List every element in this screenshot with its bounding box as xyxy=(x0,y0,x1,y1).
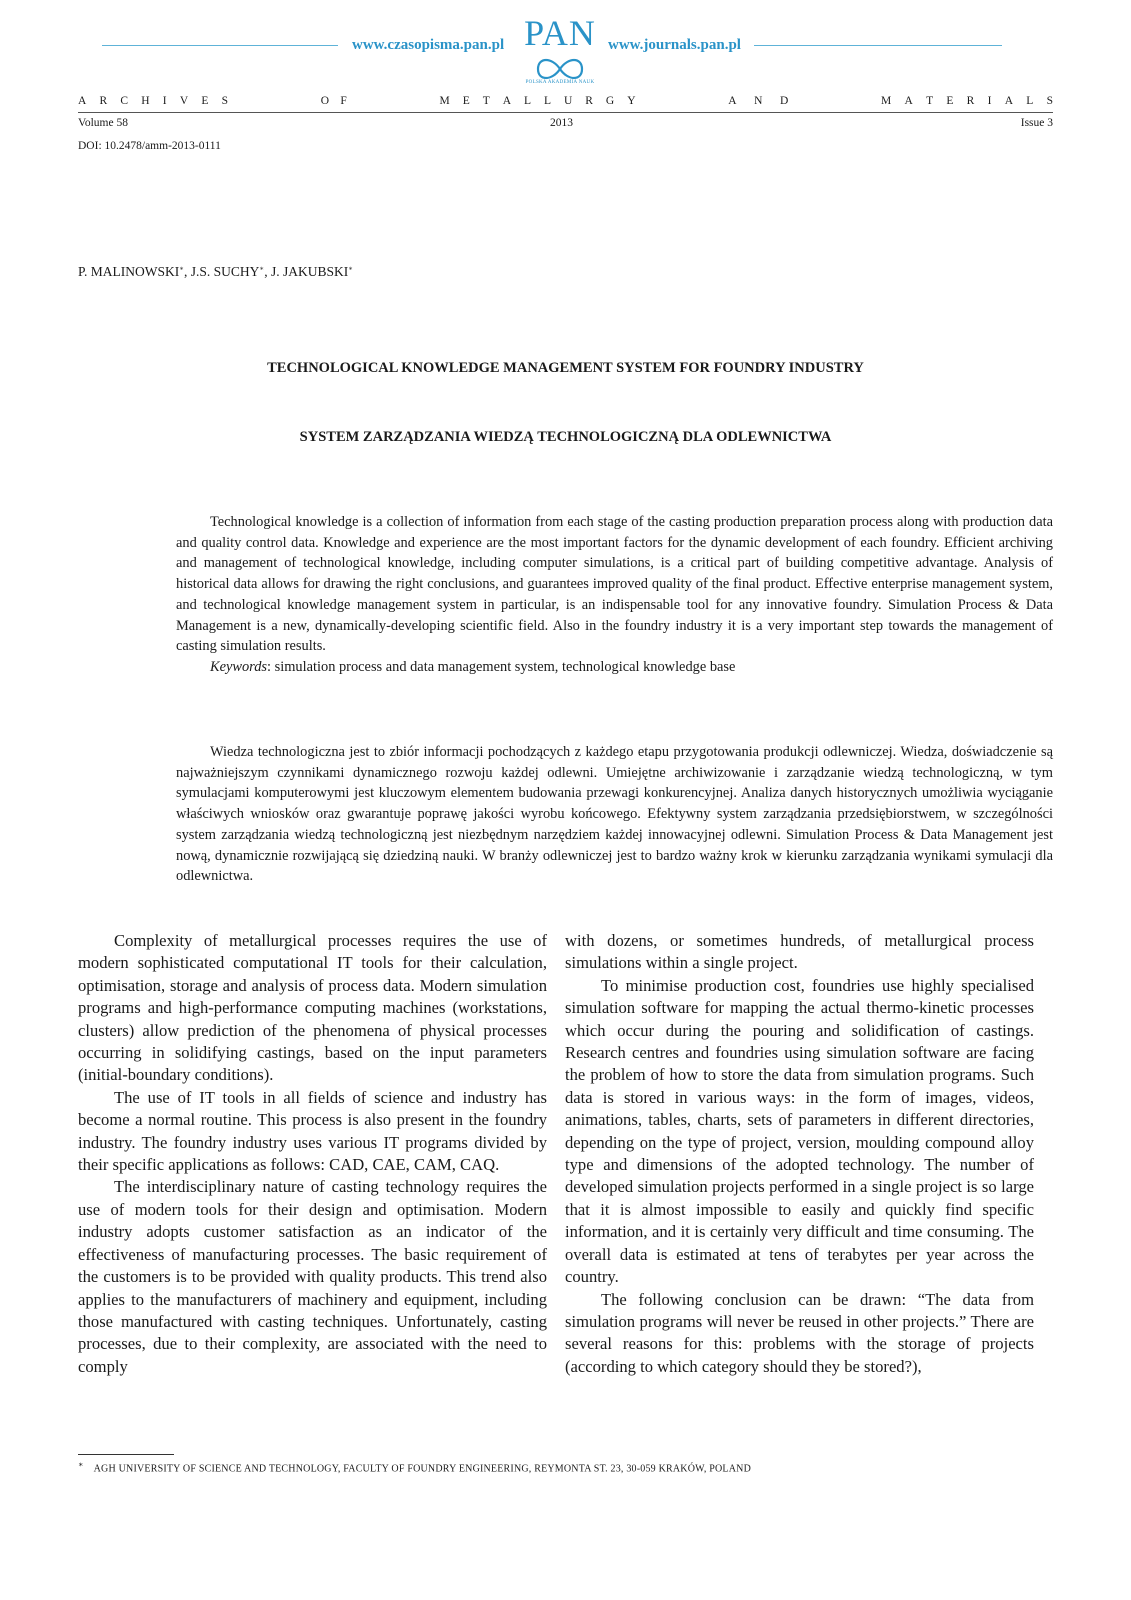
masthead-rule-right xyxy=(754,45,1002,46)
pan-logo xyxy=(518,14,602,85)
pan-logo-text: PAN xyxy=(524,13,596,53)
paragraph: The following conclusion can be drawn: “The data from simulation programs will never be reused in other projects.” There are several reasons for this: problems with the storage of projects (according to which category should they be stored?), xyxy=(565,1289,1034,1376)
journal-title-word: A R C H I V E S xyxy=(78,95,228,107)
footnote-text: AGH UNIVERSITY OF SCIENCE AND TECHNOLOGY, FACULTY OF FOUNDRY ENGINEERING, REYMONTA ST. 23, 30-059 KRAKÓW, POLAND xyxy=(93,1463,752,1475)
volume: Volume 58 xyxy=(78,117,128,129)
pan-logo-subtext: POLSKA AKADEMIA NAUK xyxy=(525,80,595,85)
author-list xyxy=(78,264,353,280)
abstract-english xyxy=(176,512,1053,678)
paragraph: The use of IT tools in all fields of science and industry has become a normal routine. This process is also present in the foundry industry. The foundry industry uses various IT programs divided by their specific applications as follows: CAD, CAE, CAM, CAQ. xyxy=(78,1087,547,1175)
keywords xyxy=(176,657,1053,678)
journal-title-word: M A T E R I A L S xyxy=(881,95,1053,107)
journal-title-word: M E T A L L U R G Y xyxy=(439,95,636,107)
journal-title-rule xyxy=(78,112,1053,113)
masthead-rule-left xyxy=(102,45,338,46)
journal-title-word: O F xyxy=(320,95,347,107)
paper-title-english: TECHNOLOGICAL KNOWLEDGE MANAGEMENT SYSTEM FOR FOUNDRY INDUSTRY xyxy=(267,360,864,376)
masthead-url-right[interactable]: www.journals.pan.pl xyxy=(608,37,741,53)
body-column-left xyxy=(78,930,547,1378)
author: J.S. SUCHY xyxy=(190,264,260,279)
author-separator: , xyxy=(184,264,191,279)
abstract-polish xyxy=(176,742,1053,887)
author-separator: , xyxy=(264,264,271,279)
issue: Issue 3 xyxy=(1020,117,1053,129)
footnote xyxy=(78,1460,751,1474)
author: J. JAKUBSKI xyxy=(270,264,349,279)
author: P. MALINOWSKI xyxy=(78,264,180,279)
infinity-icon xyxy=(534,54,586,84)
paper-title-polish: SYSTEM ZARZĄDZANIA WIEDZĄ TECHNOLOGICZNĄ DLA ODLEWNICTWA xyxy=(299,429,832,445)
paragraph: To minimise production cost, foundries use highly specialised simulation software for mapping the actual thermo-kinetic processes which occur during the pouring and solidification of castings. Research centres and foundries using simulation software are facing the problem of how to store the data from simulation programs. Such data is stored in various ways: in the form of images, videos, animations, tables, charts, sets of parameters in different directories, depending on the type of project, version, moulding compound alloy type and dimensions of the adopted technology. The number of developed simulation projects performed in a single project is so large that it is almost impossible to easily and quickly find specific information, and it is certainly very difficult and time consuming. The overall data is estimated at tens of terabytes per year across the country. xyxy=(565,975,1034,1287)
paragraph: with dozens, or sometimes hundreds, of metallurgical process simulations within a single project. xyxy=(565,931,1034,973)
abstract-english-text: Technological knowledge is a collection of information from each stage of the casting production preparation process along with production data and quality control data. Knowledge and experience are the most important factors for the dynamic development of each foundry. Efficient archiving and management of technological knowledge, including computer simulations, is a critical part of building competitive advantage. Analysis of historical data allows for drawing the right conclusions, and guarantees improved quality of the final product. Effective enterprise management system, and technological knowledge management system in particular, is an indispensable tool for any innovative foundry. Simulation Process & Data Management is a new, dynamically-developing scientific field. Also in the foundry industry it is a very important step towards the management of casting simulation results. xyxy=(176,514,1053,655)
keywords-label: Keywords xyxy=(210,658,268,675)
year: 2013 xyxy=(550,117,573,129)
journal-title xyxy=(78,95,1053,107)
footnote-mark: ∗ xyxy=(78,1460,84,1469)
masthead-url-left[interactable]: www.czasopisma.pan.pl xyxy=(352,37,505,53)
author-affiliation-mark: ∗ xyxy=(179,264,185,273)
keywords-text: : simulation process and data management system, technological knowledge base xyxy=(267,658,736,675)
journal-title-word: A N D xyxy=(728,95,789,107)
author-affiliation-mark: ∗ xyxy=(259,264,265,273)
doi[interactable]: DOI: 10.2478/amm-2013-0111 xyxy=(78,140,221,152)
body-column-right xyxy=(565,930,1034,1378)
footnote-rule xyxy=(78,1454,174,1455)
abstract-polish-text: Wiedza technologiczna jest to zbiór informacji pochodzących z każdego etapu przygotowania produkcji odlewniczej. Wiedza, doświadczenie są najważniejszym czynnikami dynamicznego rozwoju każdej odlewni. Umiejętne archiwizowanie i zarządzanie wiedzą technologiczną, w tym symulacjami komputerowymi jest kluczowym elementem budowania przewagi konkurencyjnej. Analiza danych historycznych umożliwia wyciąganie właściwych wniosków oraz gwarantuje poprawę jakości wyrobu końcowego. Efektywny system zarządzania przedsiębiorstwem, w szczególności system zarządzania wiedzą technologiczną jest niezbędnym narzędziem każdej innowacyjnej odlewni. Simulation Process & Data Management jest nową, dynamicznie rozwijającą się dziedziną nauki. W branży odlewniczej jest to bardzo ważny krok w kierunku zarządzania wynikami symulacji dla odlewnictwa. xyxy=(176,744,1053,885)
paragraph: The interdisciplinary nature of casting technology requires the use of modern tools for their design and optimisation. Modern industry adopts customer satisfaction as an indicator of the effectiveness of manufacturing processes. The basic requirement of the customers is to be provided with quality products. This trend also applies to the manufacturers of machinery and equipment, including those manufactured with casting techniques. Unfortunately, casting processes, due to their complexity, are associated with the need to comply xyxy=(78,1177,547,1376)
paragraph: Complexity of metallurgical processes requires the use of modern sophisticated computational IT tools for their calculation, optimisation, storage and analysis of process data. Modern simulation programs and high-performance computing machines (workstations, clusters) allow prediction of the phenomena of physical processes occurring in solidifying castings, based on the input parameters (initial-boundary conditions). xyxy=(78,931,547,1085)
author-affiliation-mark: ∗ xyxy=(348,264,353,273)
